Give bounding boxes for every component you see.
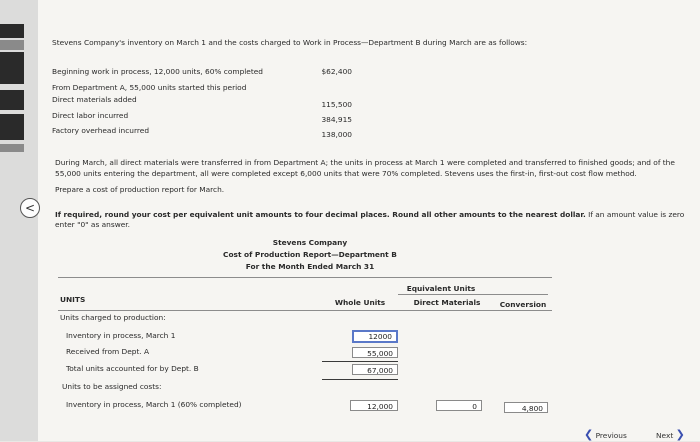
problem-paragraph-line: During March, all direct materials were transferred in from Department A; the units in process at March 1 were completed and transferred to finished goods; and of the	[55, 158, 675, 167]
row-label-inventory-assigned: Inventory in process, March 1 (60% completed)	[66, 400, 242, 409]
next-button[interactable]	[656, 429, 685, 442]
sidebar-segment	[0, 90, 24, 110]
rounding-instruction-line2: enter "0" as answer.	[55, 220, 131, 229]
received-whole-units-input[interactable]: 55,000	[352, 347, 398, 358]
cost-amount: 384,915	[321, 115, 352, 124]
problem-paragraph-line: 55,000 units entering the department, all were completed except 6,000 units that were 70% completed. Stevens uses the first-in, first-out cost flow method.	[55, 169, 637, 178]
row-label-units-charged: Units charged to production:	[60, 313, 166, 322]
sidebar-segment	[0, 144, 24, 152]
rounding-instruction-bold: If required, round your cost per equivalent unit amounts to four decimal places. Round all other amounts to the nearest dollar.	[55, 210, 586, 219]
total-rule	[322, 379, 398, 380]
back-arrow-icon[interactable]: <	[20, 198, 40, 218]
sidebar-segment	[0, 52, 24, 84]
row-label-total-units: Total units accounted for by Dept. B	[66, 364, 199, 373]
col-header-equivalent-units: Equivalent Units	[406, 284, 476, 293]
report-title: Cost of Production Report—Department B	[223, 250, 397, 259]
equivalent-units-rule	[398, 294, 548, 295]
rounding-instruction	[55, 210, 684, 220]
col-header-whole-units: Whole Units	[334, 298, 386, 307]
total-whole-units-input[interactable]: 67,000	[352, 364, 398, 375]
row-label-received-from-dept-a: Received from Dept. A	[66, 347, 150, 356]
assigned-conversion-input[interactable]: 4,800	[504, 402, 548, 413]
prepare-instruction: Prepare a cost of production report for March.	[55, 185, 225, 194]
row-label-inventory-in-process: Inventory in process, March 1	[66, 331, 176, 340]
cost-amount: 115,500	[321, 100, 352, 109]
table-top-rule	[58, 277, 552, 278]
cost-label: From Department A, 55,000 units started this period	[52, 83, 247, 92]
sidebar-segment	[0, 114, 24, 140]
subtotal-rule	[322, 361, 398, 362]
row-label-units-assigned: Units to be assigned costs:	[62, 382, 162, 391]
sidebar-segment	[0, 24, 24, 38]
section-units-heading: UNITS	[60, 295, 86, 304]
assigned-direct-materials-input[interactable]: 0	[436, 400, 482, 411]
chevron-right-icon: ❯	[675, 428, 685, 441]
cost-amount: 138,000	[321, 130, 352, 139]
cost-label: Beginning work in process, 12,000 units, 60% completed	[52, 67, 263, 76]
chevron-left-icon: ❮	[584, 428, 594, 441]
report-company: Stevens Company	[272, 238, 348, 247]
cost-label: Direct labor incurred	[52, 111, 129, 120]
intro-text: Stevens Company's inventory on March 1 and the costs charged to Work in Process—Department B during March are as follows:	[52, 38, 528, 47]
previous-label: Previous	[595, 431, 627, 440]
col-header-conversion: Conversion	[499, 300, 547, 309]
report-period: For the Month Ended March 31	[245, 262, 375, 271]
assigned-whole-units-input[interactable]: 12,000	[350, 400, 398, 411]
sidebar-segment	[0, 40, 24, 50]
col-header-direct-materials: Direct Materials	[413, 298, 481, 307]
next-label: Next	[656, 431, 674, 440]
inventory-whole-units-input[interactable]: 12000	[352, 330, 398, 343]
previous-button[interactable]	[584, 429, 627, 442]
header-bottom-rule	[58, 310, 552, 311]
rounding-instruction-rest: If an amount value is zero	[585, 210, 685, 219]
cost-amount: $62,400	[321, 67, 352, 76]
cost-label: Factory overhead incurred	[52, 126, 150, 135]
left-sidebar-strip	[0, 0, 38, 441]
cost-label: Direct materials added	[52, 95, 137, 104]
